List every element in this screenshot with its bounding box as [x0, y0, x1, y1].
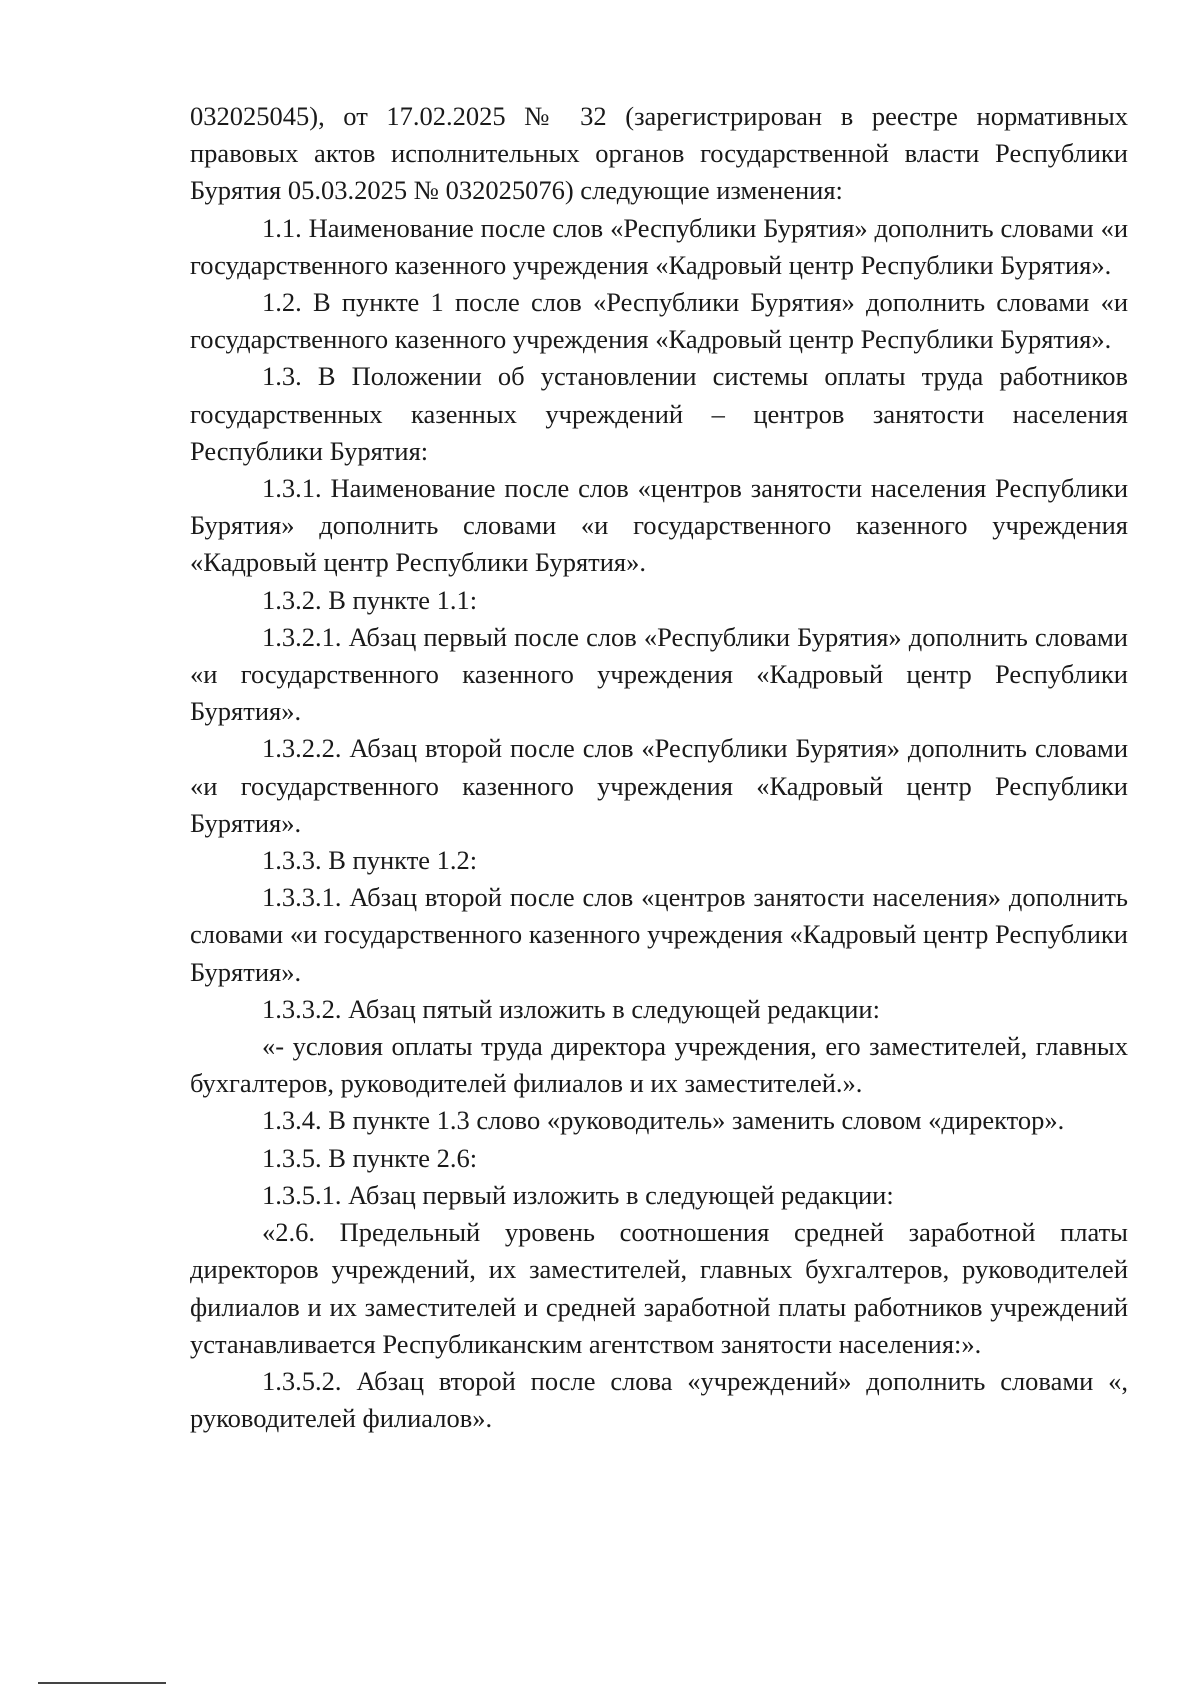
- footnote-divider: [38, 1682, 166, 1684]
- paragraph-1-3-2: 1.3.2. В пункте 1.1:: [262, 584, 478, 615]
- paragraph-1-3-2-2: 1.3.2.2. Абзац второй после слов «Республики Бурятия» дополнить словами «и государственного казенного учреждения «Кадровый центр Республики Бурятия».: [190, 733, 1128, 838]
- paragraph-1-3: 1.3. В Положении об установлении системы оплаты труда работников государственных казенных учреждений – центров занятости населения Республики Бурятия:: [190, 361, 1128, 466]
- paragraph-1-2: 1.2. В пункте 1 после слов «Республики Бурятия» дополнить словами «и государственного казенного учреждения «Кадровый центр Республики Бурятия».: [190, 287, 1128, 355]
- document-body: [190, 98, 1128, 1437]
- paragraph-1-3-1: 1.3.1. Наименование после слов «центров занятости населения Республики Бурятия» дополнить словами «и государственного казенного учреждения «Кадровый центр Республики Бурятия».: [190, 473, 1128, 578]
- paragraph-1-3-5-2: 1.3.5.2. Абзац второй после слова «учреждений» дополнить словами «, руководителей филиалов».: [190, 1365, 1128, 1434]
- paragraph-quote-2-6: «2.6. Предельный уровень соотношения средней заработной платы директоров учреждений, их заместителей, главных бухгалтеров, руководителей филиалов и их заместителей и средней заработной платы работников учреждений устанавливается Республиканским агентством занятости населения:».: [190, 1217, 1128, 1359]
- paragraph-1-3-2-1: 1.3.2.1. Абзац первый после слов «Республики Бурятия» дополнить словами «и государственного казенного учреждения «Кадровый центр Республики Бурятия».: [190, 621, 1128, 727]
- paragraph-1-3-3: 1.3.3. В пункте 1.2:: [262, 845, 478, 876]
- paragraph-1-3-3-2: 1.3.3.2. Абзац пятый изложить в следующей редакции:: [262, 993, 880, 1024]
- paragraph-1-3-5-1: 1.3.5.1. Абзац первый изложить в следующей редакции:: [262, 1179, 894, 1210]
- paragraph-1-3-4: 1.3.4. В пункте 1.3 слово «руководитель» заменить словом «директор».: [262, 1105, 1065, 1136]
- paragraph-quote-conditions: «- условия оплаты труда директора учреждения, его заместителей, главных бухгалтеров, руководителей филиалов и их заместителей.».: [190, 1031, 1128, 1099]
- paragraph-1-1: 1.1. Наименование после слов «Республики Бурятия» дополнить словами «и государственного казенного учреждения «Кадровый центр Республики Бурятия».: [190, 212, 1128, 280]
- paragraph-1-3-3-1: 1.3.3.1. Абзац второй после слов «центров занятости населения» дополнить словами «и государственного казенного учреждения «Кадровый центр Республики Бурятия».: [190, 882, 1128, 987]
- paragraph-intro: 032025045), от 17.02.2025 № 32 (зарегистрирован в реестре нормативных правовых актов исполнительных органов государственной власти Республики Бурятия 05.03.2025 № 032025076) следующие изменения:: [190, 101, 1128, 206]
- paragraph-1-3-5: 1.3.5. В пункте 2.6:: [262, 1142, 478, 1173]
